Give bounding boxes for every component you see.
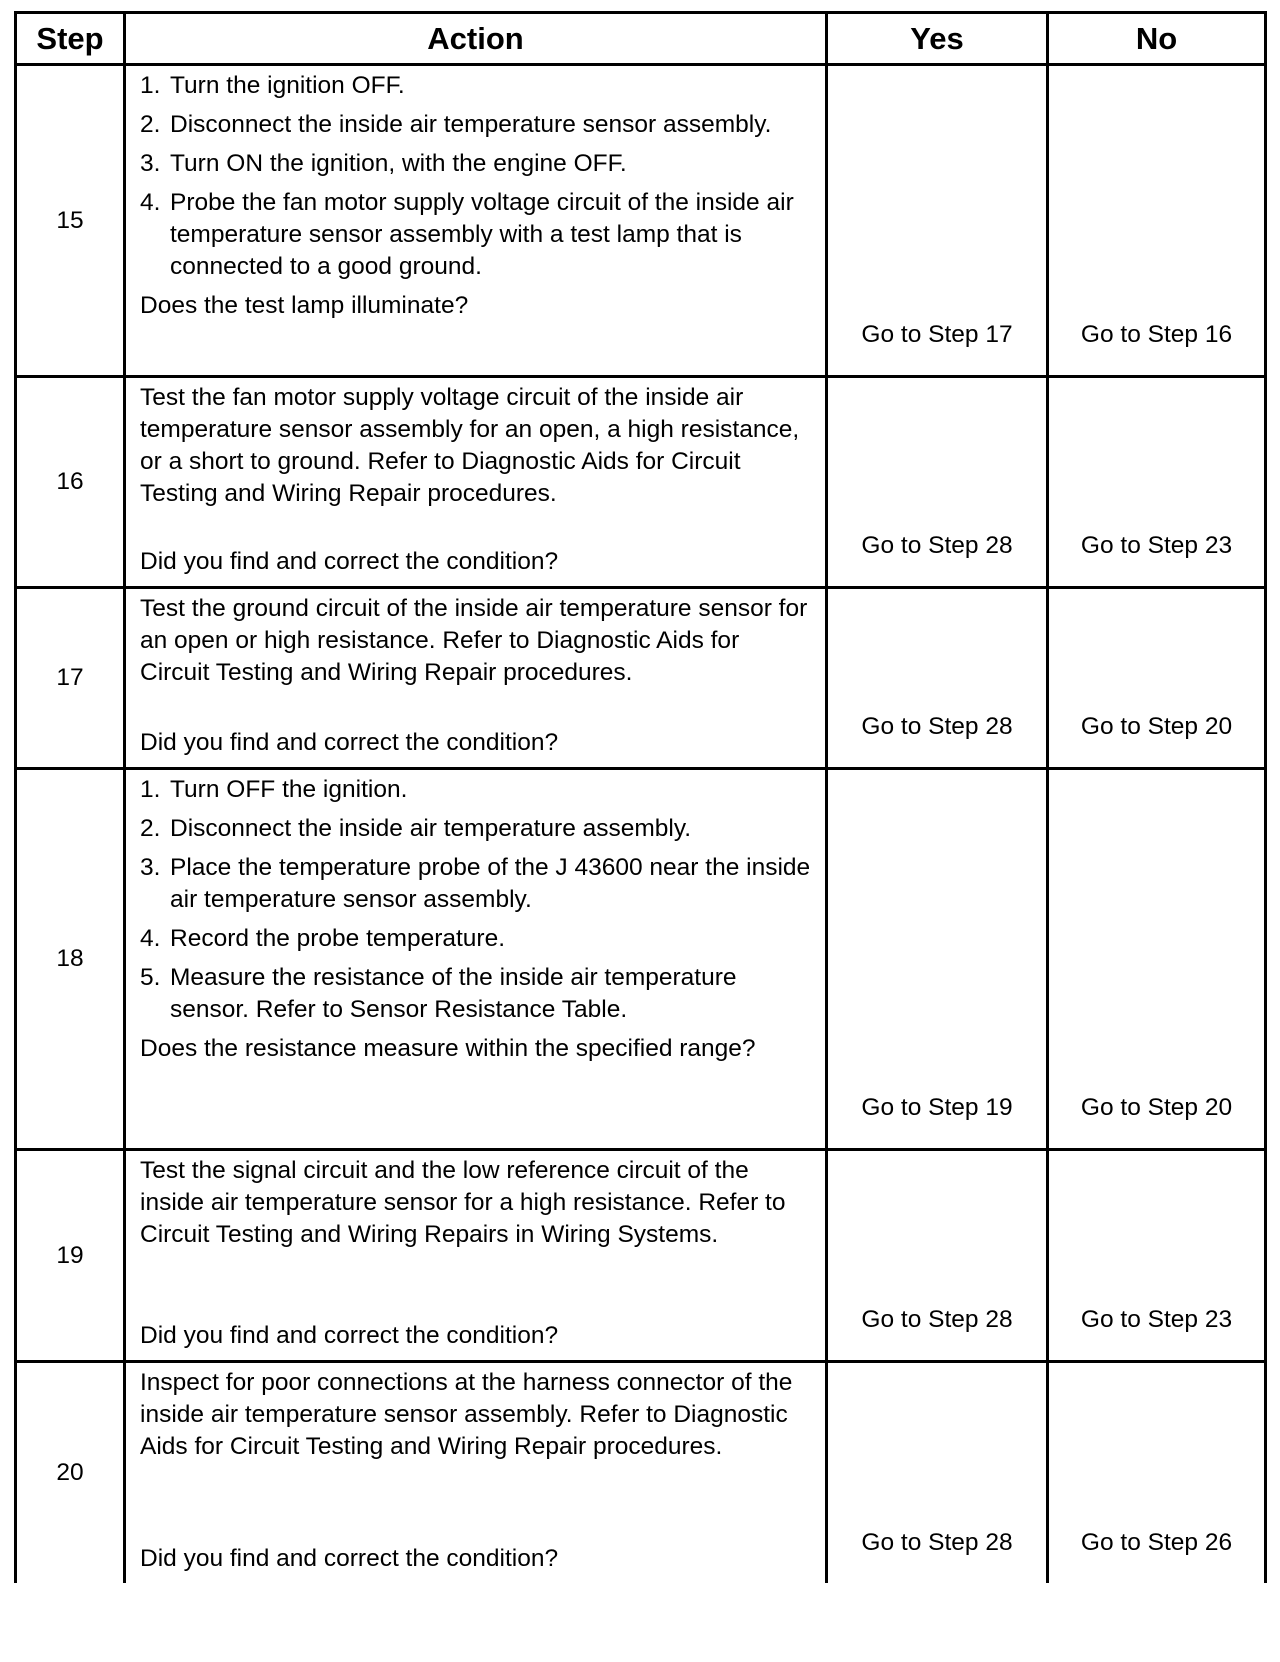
table-row xyxy=(17,378,1264,589)
yes-result xyxy=(828,589,1049,767)
step-number: 16 xyxy=(17,378,126,586)
diagnostic-table xyxy=(14,11,1267,1583)
action-step-item: 4. Probe the fan motor supply voltage circuit of the inside air temperature sensor assembly with a test lamp that is connected to a good ground. xyxy=(140,189,794,280)
no-result xyxy=(1049,378,1264,586)
action-cell xyxy=(126,378,828,586)
header-step: Step xyxy=(17,14,126,63)
yes-result-text: Go to Step 28 xyxy=(861,532,1013,559)
header-no: No xyxy=(1135,20,1178,56)
action-cell xyxy=(126,66,828,375)
action-question: Did you find and correct the condition? xyxy=(140,1322,559,1349)
step-number: 15 xyxy=(17,66,126,375)
no-result-text: Go to Step 16 xyxy=(1080,321,1233,348)
header-action: Action xyxy=(126,14,828,63)
no-result-text: Go to Step 20 xyxy=(1080,713,1233,740)
action-question: Did you find and correct the condition? xyxy=(140,548,559,575)
action-question: Does the test lamp illuminate? xyxy=(140,292,469,319)
yes-result xyxy=(828,770,1049,1148)
table-body xyxy=(17,66,1264,1583)
table-row xyxy=(17,66,1264,378)
yes-result xyxy=(828,378,1049,586)
action-step-item: 5. Measure the resistance of the inside air temperature sensor. Refer to Sensor Resistance Table. xyxy=(140,964,737,1023)
yes-result xyxy=(828,1363,1049,1583)
no-result-text: Go to Step 23 xyxy=(1080,532,1233,559)
step-number: 18 xyxy=(17,770,126,1148)
action-question: Did you find and correct the condition? xyxy=(140,1545,559,1572)
step-number: 20 xyxy=(17,1363,126,1583)
action-step-item: 3. Turn ON the ignition, with the engine OFF. xyxy=(140,150,627,177)
action-instruction: Test the ground circuit of the inside air temperature sensor for an open or high resistance. Refer to Diagnostic Aids for Circuit Testing and Wiring Repair procedures. xyxy=(140,595,808,686)
step-number: 17 xyxy=(17,589,126,767)
action-cell xyxy=(126,770,828,1148)
action-cell xyxy=(126,1151,828,1360)
table-row xyxy=(17,770,1264,1151)
step-number: 19 xyxy=(17,1151,126,1360)
yes-result-text: Go to Step 19 xyxy=(861,1094,1013,1121)
yes-result xyxy=(828,66,1049,375)
no-result xyxy=(1049,1151,1264,1360)
action-question: Does the resistance measure within the specified range? xyxy=(140,1035,756,1062)
table-header-row xyxy=(17,14,1264,66)
yes-result-text: Go to Step 28 xyxy=(861,1529,1013,1556)
yes-result-text: Go to Step 17 xyxy=(861,321,1013,348)
table-row xyxy=(17,1151,1264,1363)
no-result-text: Go to Step 26 xyxy=(1080,1529,1233,1556)
action-cell xyxy=(126,1363,828,1583)
action-step-item: 3. Place the temperature probe of the J 43600 near the inside air temperature sensor assembly. xyxy=(140,854,811,913)
table-row xyxy=(17,1363,1264,1583)
action-cell xyxy=(126,589,828,767)
no-result xyxy=(1049,770,1264,1148)
action-instruction: Test the signal circuit and the low reference circuit of the inside air temperature sensor for a high resistance. Refer to Circuit Testing and Wiring Repairs in Wiring Systems. xyxy=(140,1157,786,1248)
action-step-item: 1. Turn the ignition OFF. xyxy=(140,72,405,99)
no-result-text: Go to Step 23 xyxy=(1080,1306,1233,1333)
header-yes: Yes xyxy=(828,14,1049,63)
action-step-item: 2. Disconnect the inside air temperature assembly. xyxy=(140,815,692,842)
action-question: Did you find and correct the condition? xyxy=(140,729,559,756)
no-result-text: Go to Step 20 xyxy=(1080,1094,1233,1121)
no-result xyxy=(1049,66,1264,375)
action-step-item: 2. Disconnect the inside air temperature sensor assembly. xyxy=(140,111,772,138)
yes-result xyxy=(828,1151,1049,1360)
no-result xyxy=(1049,1363,1264,1583)
action-instruction: Inspect for poor connections at the harness connector of the inside air temperature sensor assembly. Refer to Diagnostic Aids for Circuit Testing and Wiring Repair procedures. xyxy=(140,1369,793,1460)
table-row xyxy=(17,589,1264,770)
no-result xyxy=(1049,589,1264,767)
yes-result-text: Go to Step 28 xyxy=(861,1306,1013,1333)
action-step-item: 1. Turn OFF the ignition. xyxy=(140,776,408,803)
action-instruction: Test the fan motor supply voltage circuit of the inside air temperature sensor assembly for an open, a high resistance, or a short to ground. Refer to Diagnostic Aids for Circuit Testing and Wiring Repair procedures. xyxy=(140,384,800,507)
action-step-item: 4. Record the probe temperature. xyxy=(140,925,506,952)
yes-result-text: Go to Step 28 xyxy=(861,713,1013,740)
